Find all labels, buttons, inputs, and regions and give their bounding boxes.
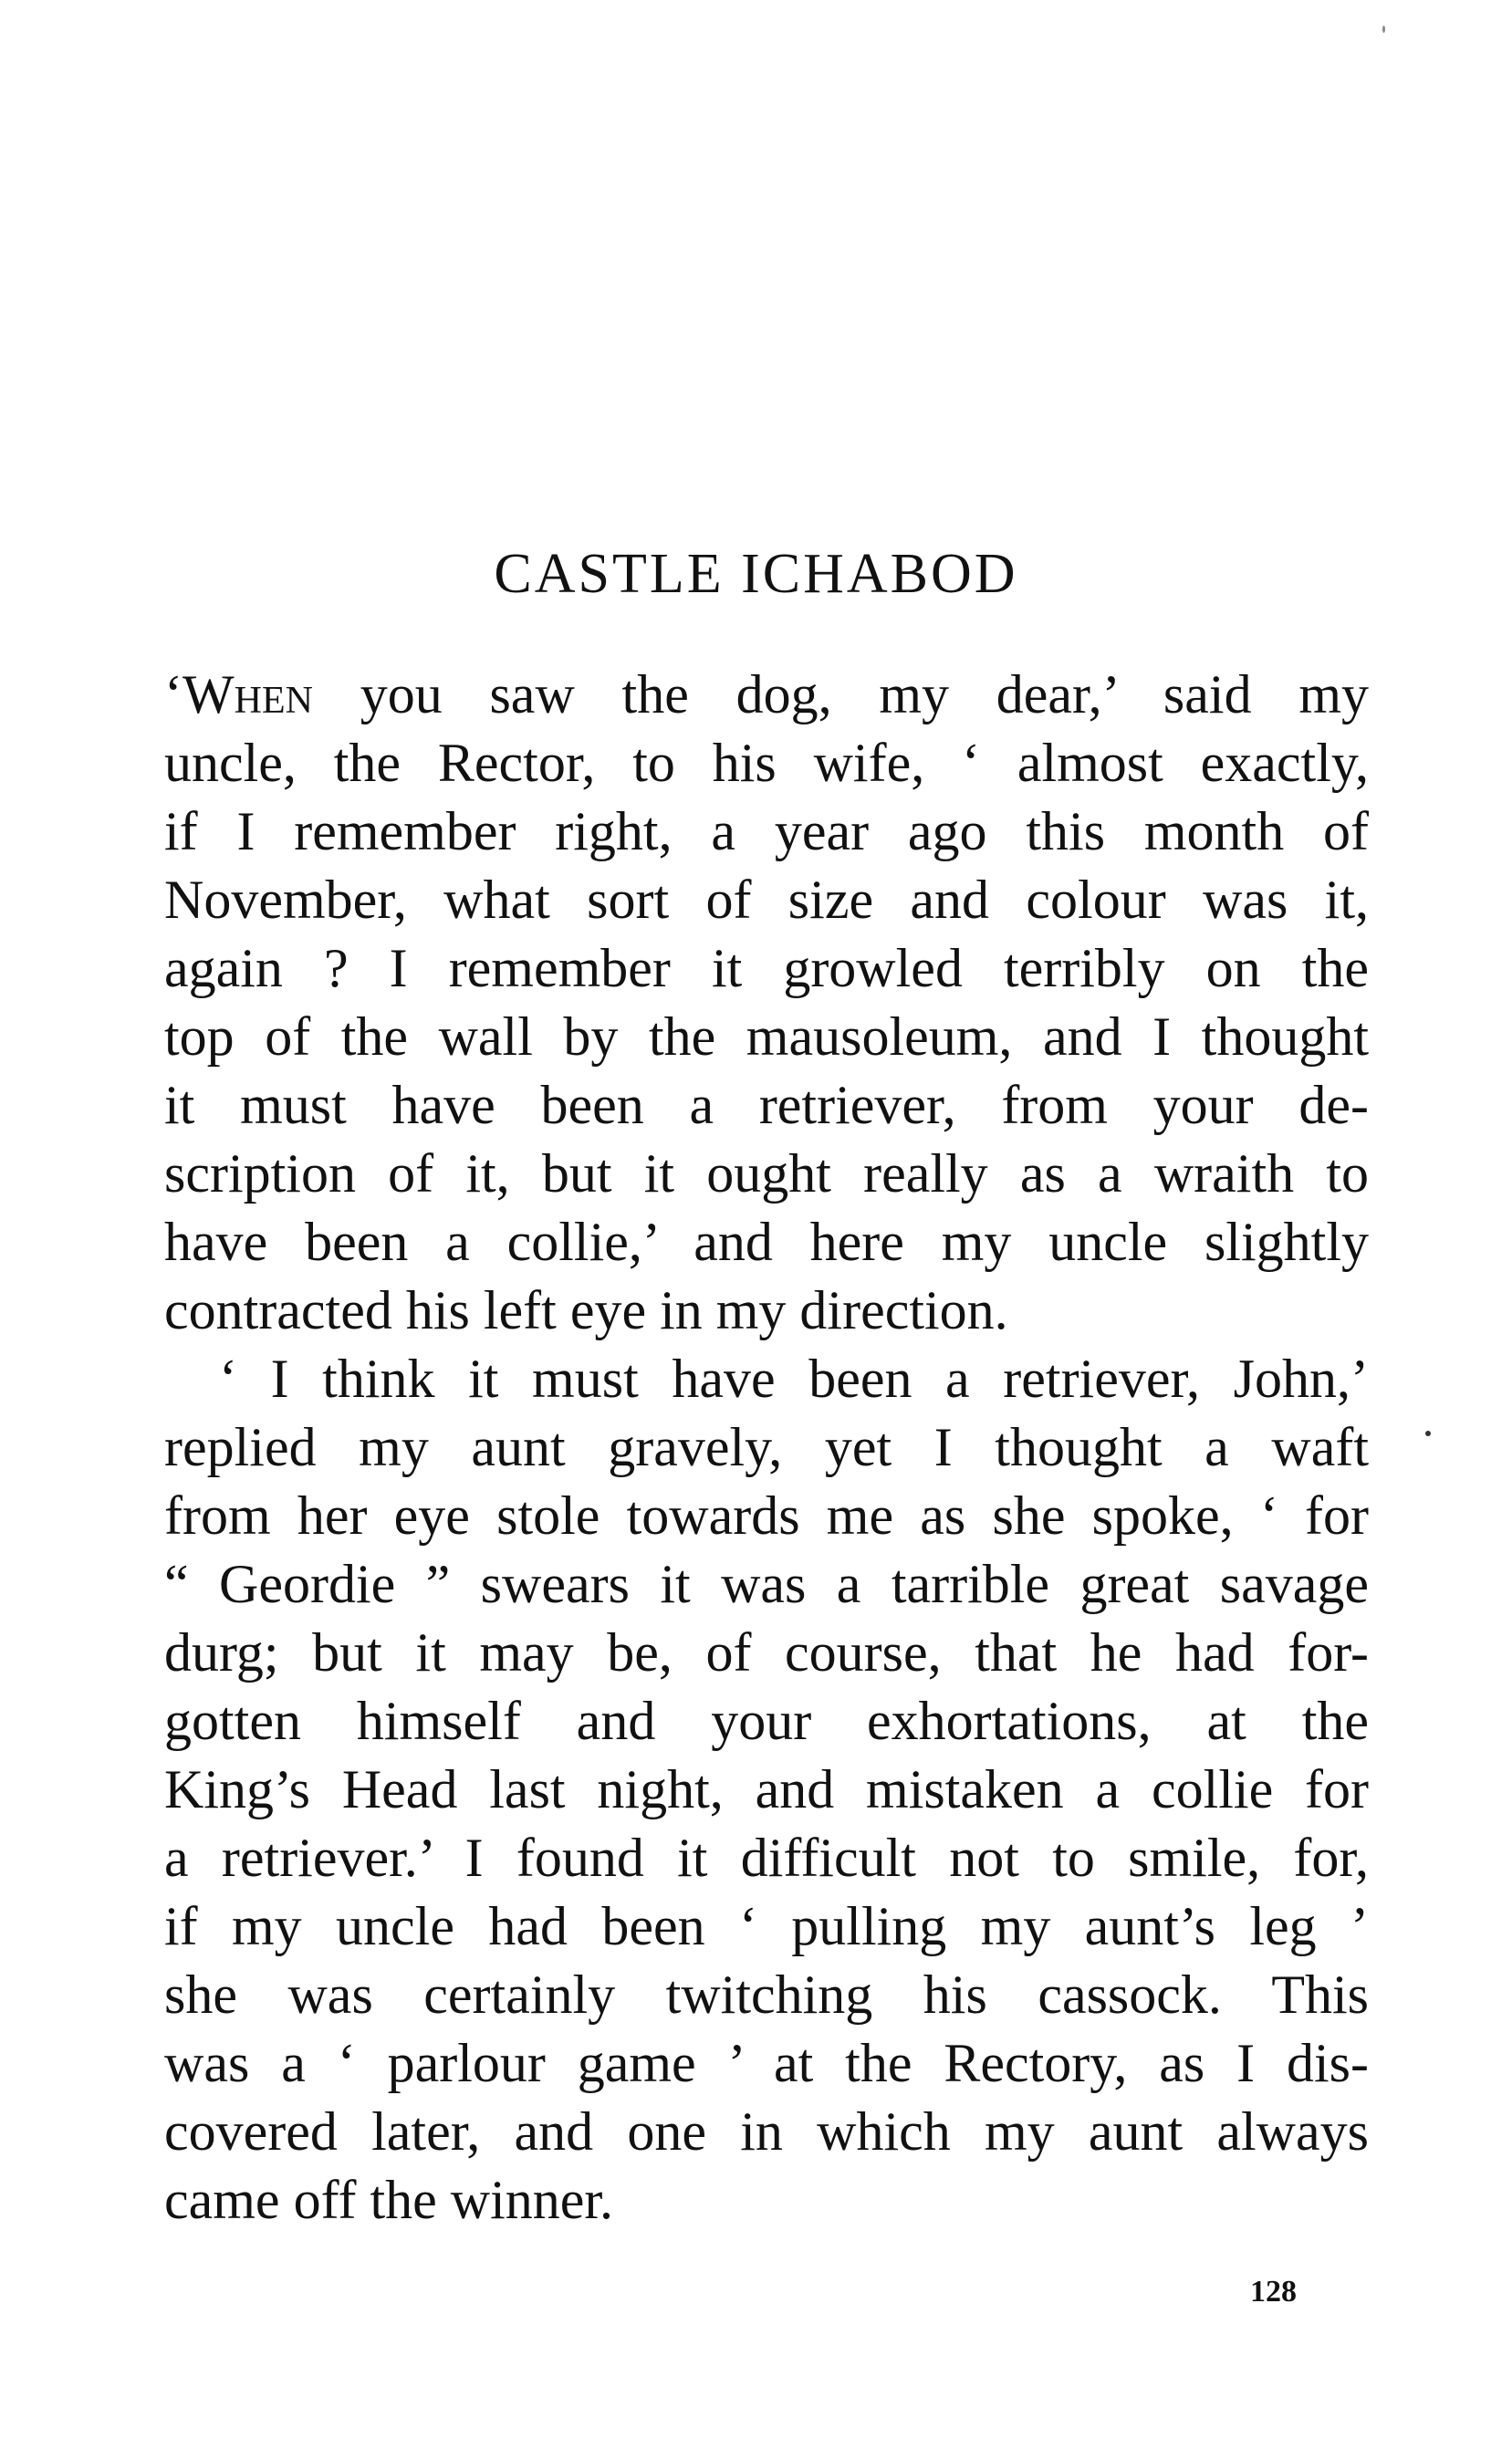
body-text <box>164 661 1369 2235</box>
first-word: ‘When <box>164 664 313 724</box>
text-line: scription of it, but it ought really as a wraith to <box>164 1143 1369 1204</box>
text-line: it must have been a retriever, from your de- <box>164 1075 1369 1135</box>
text-line: came off the winner. <box>164 2170 614 2230</box>
text-line: if I remember right, a year ago this month of <box>164 801 1369 861</box>
text-line: replied my aunt gravely, yet I thought a waft <box>164 1417 1369 1477</box>
print-speck <box>1425 1431 1431 1436</box>
text-line: uncle, the Rector, to his wife, ‘ almost exactly, <box>164 733 1369 793</box>
page-number: 128 <box>1250 2275 1297 2309</box>
text-line: a retriever.’ I found it difficult not to smile, for, <box>164 1828 1369 1888</box>
text-line: have been a collie,’ and here my uncle slightly <box>164 1212 1369 1272</box>
text-line: covered later, and one in which my aunt always <box>164 2101 1369 2162</box>
print-speck <box>1382 26 1385 33</box>
text-line: King’s Head last night, and mistaken a collie for <box>164 1759 1369 1819</box>
text-line: from her eye stole towards me as she spoke, ‘ for <box>164 1485 1369 1546</box>
text-line: ‘ I think it must have been a retriever, John,’ <box>219 1349 1369 1409</box>
text-line <box>164 661 1369 729</box>
text-line: she was certainly twitching his cassock. This <box>164 1965 1369 2025</box>
text-line: if my uncle had been ‘ pulling my aunt’s leg ’ <box>164 1896 1369 1956</box>
text-line: top of the wall by the mausoleum, and I thought <box>164 1006 1369 1067</box>
text-line-content: you saw the dog, my dear,’ said my <box>312 664 1369 724</box>
text-line: “ Geordie ” swears it was a tarrible great savage <box>164 1554 1369 1614</box>
text-line: contracted his left eye in my direction. <box>164 1280 1008 1340</box>
chapter-title: CASTLE ICHABOD <box>494 543 1018 605</box>
text-line: November, what sort of size and colour was it, <box>164 870 1369 930</box>
text-line: again ? I remember it growled terribly on the <box>164 938 1369 998</box>
text-line: durg; but it may be, of course, that he had for- <box>164 1622 1369 1683</box>
text-line: gotten himself and your exhortations, at the <box>164 1691 1369 1751</box>
text-line: was a ‘ parlour game ’ at the Rectory, as I dis- <box>164 2033 1369 2093</box>
